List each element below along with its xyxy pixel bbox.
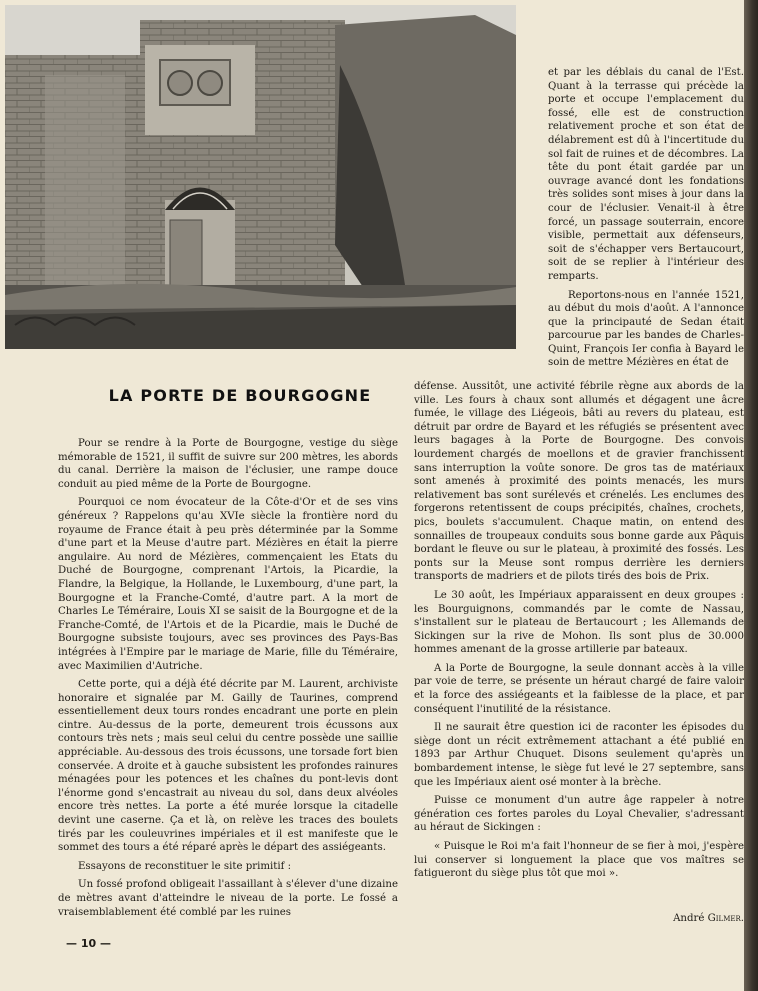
paragraph: défense. Aussitôt, une activité fébrile règne aux abords de la ville. Les fours à chaux sont allumés et dégagent une âcre fumée, le village des Liégeois, bâti au revers du plateau, est détruit par ordre de Bayard et les réfugiés se présentent avec leurs bagages à la Porte de Bourgogne. Des convois lourdement chargés de moellons et de gravier franchissent sans interruption la voûte sonore. De gros tas de matériaux sont amenés à proximité des points menacés, les murs relativement bas sont surélevés et crénelés. Les enclumes des forgerons retentissent de coups précipités, chaînes, crochets, pics, boulets s'accumulent. Chaque matin, on entend des sonnailles de troupeaux conduits sous bonne garde aux Pâquis bordant le fleuve ou sur le plateau, à proximité des fossés. Les ponts sur la Meuse sont rompus derrière les derniers transports de madriers et de pilots tirés des bois de Prix. [414, 381, 744, 583]
paragraph: Pour se rendre à la Porte de Bourgogne, vestige du siège mémorable de 1521, il suffit de suivre sur 200 mètres, les abords du canal. Derrière la maison de l'éclusier, une rampe douce conduit au pied même de la Porte de Bourgogne. [58, 438, 398, 490]
photo-porte-de-bourgogne [5, 5, 516, 349]
left-column [58, 437, 398, 924]
right-bottom-column [414, 380, 744, 886]
paragraph: Le 30 août, les Impériaux apparaissent en deux groupes : les Bourguignons, commandés par le comte de Nassau, s'installent sur le plateau de Bertaucourt ; les Allemands de Sickingen sur la rive de Mohon. Ils sont plus de 30.000 hommes amenant de la grosse artillerie par bateaux. [414, 589, 744, 656]
page-number: — 10 — [66, 937, 111, 950]
paragraph: « Puisque le Roi m'a fait l'honneur de se fier à moi, j'espère lui conserver si longuement la place que vos maîtres se fatigueront du siège plus tôt que moi ». [414, 841, 744, 880]
paragraph: Reportons-nous en l'année 1521, au début du mois d'août. A l'annonce que la principauté de Sedan était parcourue par les bandes de Charles-Quint, François Ier confia à Bayard le soin de mettre Mézières en état de [548, 289, 744, 369]
paragraph: Essayons de reconstituer le site primitif : [78, 860, 292, 872]
author-last-name: Gilmer. [707, 913, 744, 924]
page-edge-shadow [744, 0, 758, 991]
paragraph: Cette porte, qui a déjà été décrite par M. Laurent, archiviste honoraire et signalée par M. Gailly de Taurines, comprend essentiellement deux tours rondes encadrant une porte en plein cintre. Au-dessus de la porte, demeurent trois écussons aux contours très nets ; mais seul celui du centre possède une saillie appréciable. Au-dessous des trois écussons, une torsade fort bien conservée. A droite et à gauche subsistent les profondes rainures ménagées pour les potences et les chaînes du pont-levis dont l'énorme gond s'encastrait au niveau du sol, dans deux alvéoles encore très nettes. La porte a été murée lorsque la citadelle devint une caserne. Ça et là, on relève les traces des boulets tirés par les couleuvrines impériales et il est manifeste que le sommet des tours a été réparé après le départ des assiégeants. [58, 679, 398, 854]
right-top-column [548, 66, 744, 375]
author-signature [600, 913, 744, 924]
paragraph: Pourquoi ce nom évocateur de la Côte-d'Or et de ses vins généreux ? Rappelons qu'au XVIe siècle la frontière nord du royaume de France était à peu près déterminée par la Somme d'une part et la Meuse d'autre part. Mézières en était la pierre angulaire. Au nord de Mézières, commençaient les Etats du Duché de Bourgogne, comprenant l'Artois, la Picardie, la Flandre, la Belgique, la Hollande, le Luxembourg, d'une part, la Bourgogne et la Franche-Comté, d'autre part. A la mort de Charles Le Téméraire, Louis XI se saisit de la Bourgogne et de la Franche-Comté, de l'Artois et de la Picardie, mais le Duché de Bourgogne subsiste toujours, avec ses provinces des Pays-Bas intégrées à l'Empire par le mariage de Marie, fille du Téméraire, avec Maximilien d'Autriche. [58, 497, 398, 672]
paragraph: A la Porte de Bourgogne, la seule donnant accès à la ville par voie de terre, se présente un héraut chargé de faire valoir et la force des assiégeants et la faiblesse de la place, et par conséquent l'inutilité de la résistance. [414, 662, 744, 715]
paragraph: Un fossé profond obligeait l'assaillant à s'élever d'une dizaine de mètres avant d'atteindre le niveau de la porte. Le fossé a vraisemblablement été comblé par les ruines [58, 879, 398, 918]
paragraph: et par les déblais du canal de l'Est. Quant à la terrasse qui précède la porte et occupe l'emplacement du fossé, elle est de construction relativement proche et son état de délabrement est dû à l'incertitude du sol fait de ruines et de décombres. La tête du pont était gardée par un ouvrage avancé dont les fondations très solides sont mises à jour dans la cour de l'éclusier. Venait-il à être forcé, un passage souterrain, encore visible, permettait aux défenseurs, soit de s'échapper vers Bertaucourt, soit de se replier à l'intérieur des remparts. [548, 67, 744, 282]
article-title: LA PORTE DE BOURGOGNE [108, 386, 372, 405]
author-first-name: André [673, 913, 705, 924]
paragraph: Puisse ce monument d'un autre âge rappeler à notre génération ces fortes paroles du Loyal Chevalier, s'adressant au héraut de Sickingen : [414, 795, 744, 834]
paragraph: Il ne saurait être question ici de raconter les épisodes du siège dont un récit extrêmement attachant a été publié en 1893 par Arthur Chuquet. Disons seulement qu'après un bombardement intense, le siège fut levé le 27 septembre, sans que les Impériaux aient osé monter à la brèche. [414, 722, 744, 788]
